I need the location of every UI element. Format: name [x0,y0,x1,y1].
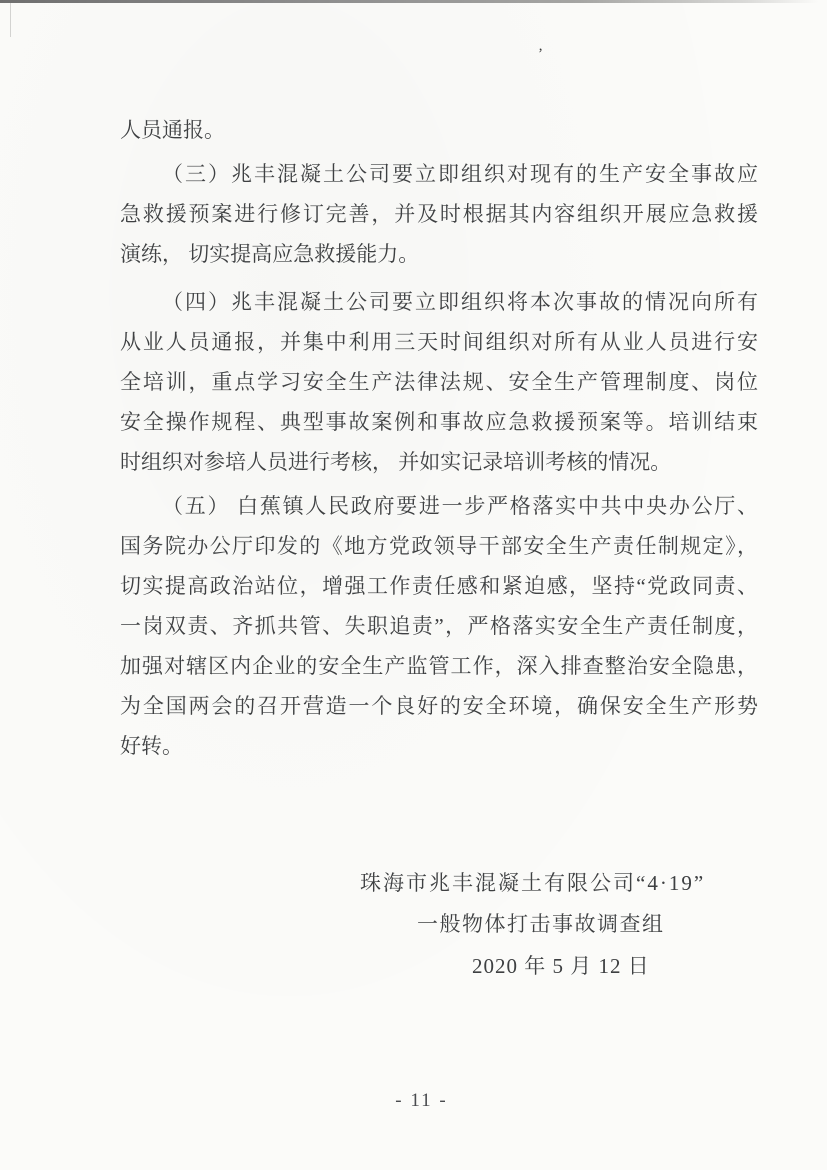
body-line: 全培训，重点学习安全生产法律法规、安全生产管理制度、岗位 [120,370,758,394]
body-line: 演练， 切实提高应急救援能力。 [120,242,420,266]
body-line: 加强对辖区内企业的安全生产监管工作，深入排查整治安全隐患， [120,654,758,678]
scan-edge-left [10,3,11,37]
body-line: 人员通报。 [120,118,225,142]
body-line: （三）兆丰混凝土公司要立即组织对现有的生产安全事故应 [162,162,758,186]
document-body [120,110,758,766]
scan-artifact-mark: ’ [538,46,543,62]
body-line: 切实提高政治站位，增强工作责任感和紧迫感，坚持“党政同责、 [120,574,758,598]
page-number: - 11 - [395,1090,448,1111]
body-line: （四）兆丰混凝土公司要立即组织将本次事故的情况向所有 [162,290,758,314]
body-line: （五） 白蕉镇人民政府要进一步严格落实中共中央办公厅、 [162,494,758,518]
body-line: 好转。 [120,734,183,758]
body-line: 安全操作规程、典型事故案例和事故应急救援预案等。培训结束 [120,410,758,434]
signature-date: 2020 年 5 月 12 日 [472,954,650,978]
signature-group: 一般物体打击事故调查组 [417,912,665,936]
body-line: 一岗双责、齐抓共管、失职追责”，严格落实安全生产责任制度， [120,614,758,638]
signature-company: 珠海市兆丰混凝土有限公司“4·19” [360,871,706,895]
body-line: 从业人员通报，并集中利用三天时间组织对所有从业人员进行安 [120,330,758,354]
body-line: 为全国两会的召开营造一个良好的安全环境，确保安全生产形势 [120,694,758,718]
scan-edge-top [0,0,827,3]
body-line: 急救援预案进行修订完善，并及时根据其内容组织开展应急救援 [120,202,758,226]
body-line: 时组织对参培人员进行考核， 并如实记录培训考核的情况。 [120,450,672,474]
body-line: 国务院办公厅印发的《地方党政领导干部安全生产责任制规定》， [120,534,758,558]
